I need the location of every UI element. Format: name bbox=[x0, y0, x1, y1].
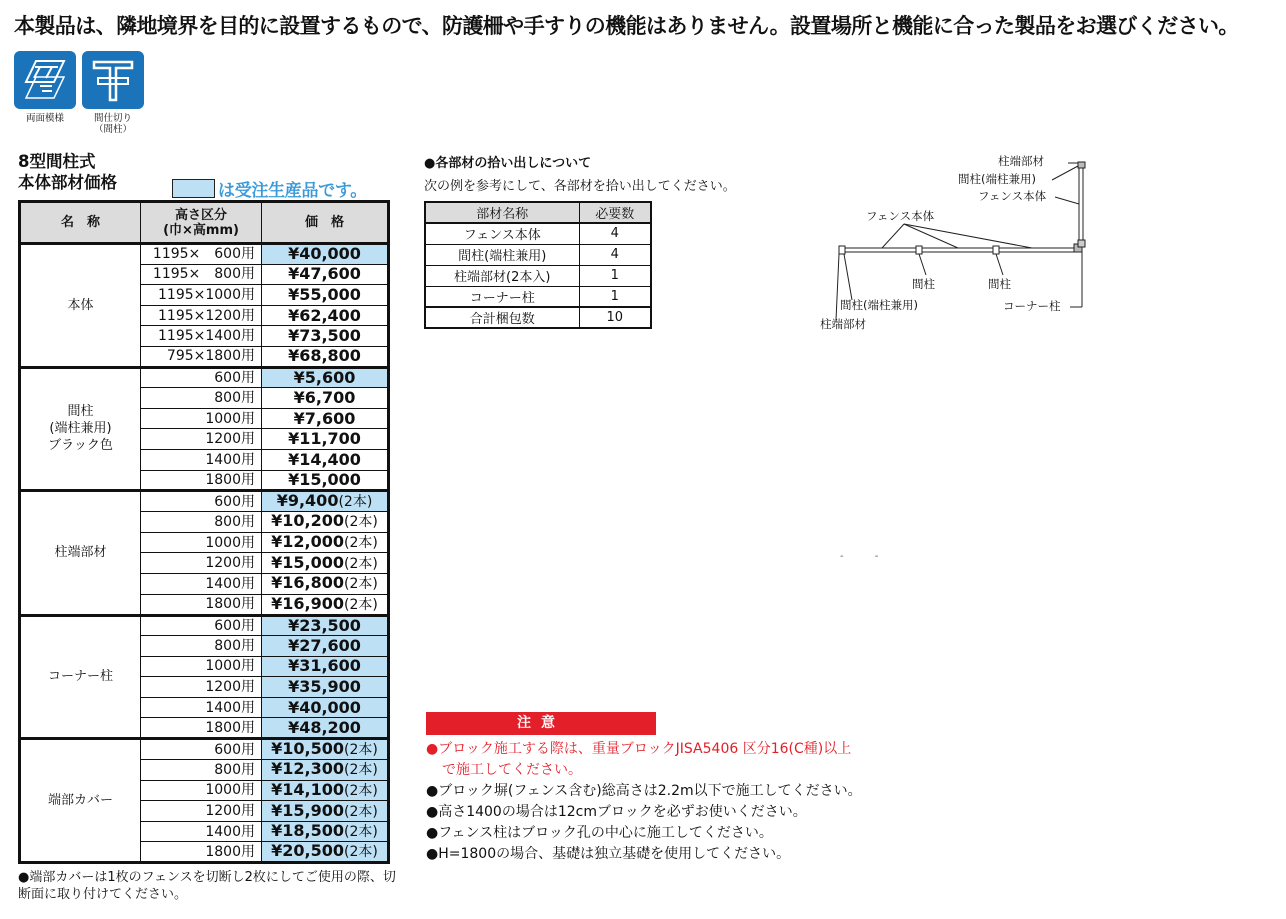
price-value: ¥20,500 bbox=[271, 841, 345, 861]
product-name bbox=[20, 367, 141, 491]
diagram-label-post-2: 間柱 bbox=[988, 277, 1011, 291]
product-name bbox=[20, 244, 141, 368]
price-cell bbox=[262, 677, 389, 698]
feature-both-sides bbox=[14, 51, 76, 135]
header-size-line2: (巾×高mm) bbox=[163, 222, 239, 238]
price-cell bbox=[262, 305, 389, 326]
price-value: ¥55,000 bbox=[288, 284, 361, 304]
size-cell: 1200用 bbox=[141, 429, 262, 450]
feature-label-line1: 間仕切り bbox=[93, 113, 132, 124]
price-value: ¥10,200 bbox=[271, 511, 345, 531]
size-cell: 1800用 bbox=[141, 470, 262, 491]
price-cell bbox=[262, 326, 389, 347]
price-value: ¥15,900 bbox=[271, 800, 345, 820]
caution-header: 注意 bbox=[426, 712, 656, 735]
size-cell: 1000用 bbox=[141, 656, 262, 677]
price-cell bbox=[262, 470, 389, 491]
feature-label: 両面模様 bbox=[25, 113, 64, 124]
diagram-label-top-end-cap: 柱端部材 bbox=[998, 154, 1044, 168]
price-row bbox=[20, 615, 389, 636]
price-cell bbox=[262, 697, 389, 718]
table-note: ●端部カバーは1枚のフェンスを切断し2枚にしてご使用の際、切断面に取り付けてください。 bbox=[18, 870, 396, 902]
price-cell bbox=[262, 594, 389, 615]
price-cell bbox=[262, 656, 389, 677]
size-cell: 1195×1400用 bbox=[141, 326, 262, 347]
price-cell bbox=[262, 636, 389, 657]
price-value: ¥15,000 bbox=[271, 552, 345, 572]
price-value: ¥14,100 bbox=[271, 779, 345, 799]
size-cell: 600用 bbox=[141, 491, 262, 512]
price-quantity: (2本) bbox=[344, 824, 378, 841]
pickup-header-count: 必要数 bbox=[579, 202, 651, 223]
product-name-line: 本体 bbox=[67, 297, 94, 313]
feature-icons bbox=[14, 51, 144, 135]
price-quantity: (2本) bbox=[344, 742, 378, 759]
price-value: ¥27,600 bbox=[288, 635, 361, 655]
product-name bbox=[20, 491, 141, 615]
size-cell: 600用 bbox=[141, 367, 262, 388]
size-cell: 1400用 bbox=[141, 449, 262, 470]
pickup-description: 次の例を参考にして、各部材を拾い出してください。 bbox=[424, 179, 736, 194]
size-cell: 800用 bbox=[141, 760, 262, 781]
price-quantity: (2本) bbox=[344, 803, 378, 820]
price-cell bbox=[262, 512, 389, 533]
caution-item: ●ブロック塀(フェンス含む)総高さは2.2m以下で施工してください。 bbox=[426, 783, 862, 799]
price-cell bbox=[262, 346, 389, 367]
price-row bbox=[20, 244, 389, 265]
pickup-row bbox=[425, 244, 651, 265]
section-title-line2: 本体部材価格 bbox=[18, 173, 117, 192]
price-cell bbox=[262, 449, 389, 470]
price-value: ¥47,600 bbox=[288, 264, 361, 284]
price-value: ¥9,400 bbox=[276, 491, 339, 511]
price-value: ¥12,000 bbox=[271, 532, 345, 552]
diagram-label-left-post: 間柱(端柱兼用) bbox=[840, 298, 918, 312]
size-cell: 1400用 bbox=[141, 697, 262, 718]
feature-label bbox=[94, 113, 132, 135]
pickup-total-part: 合計梱包数 bbox=[425, 307, 579, 328]
pickup-header-part: 部材名称 bbox=[425, 202, 579, 223]
price-value: ¥40,000 bbox=[288, 697, 361, 717]
pickup-part: コーナー柱 bbox=[425, 286, 579, 307]
caution-list bbox=[426, 739, 862, 865]
size-cell: 1200用 bbox=[141, 677, 262, 698]
price-cell bbox=[262, 615, 389, 636]
legend-swatch bbox=[172, 179, 215, 198]
price-value: ¥62,400 bbox=[288, 305, 361, 325]
pickup-row bbox=[425, 286, 651, 307]
price-row bbox=[20, 367, 389, 388]
pickup-part: 間柱(端柱兼用) bbox=[425, 244, 579, 265]
price-cell bbox=[262, 491, 389, 512]
size-cell: 1195×1000用 bbox=[141, 285, 262, 306]
feature-label-line2: （間柱） bbox=[93, 124, 132, 135]
price-quantity: (2本) bbox=[344, 576, 378, 593]
size-cell: 800用 bbox=[141, 388, 262, 409]
price-quantity: (2本) bbox=[338, 494, 373, 511]
headline: 本製品は、隣地境界を目的に設置するもので、防護柵や手すりの機能はありません。設置場所と機能に合った製品をお選びください。 bbox=[14, 14, 1239, 38]
header-price: 価 格 bbox=[262, 202, 389, 244]
price-value: ¥14,400 bbox=[288, 449, 361, 469]
pickup-total-count: 10 bbox=[579, 307, 651, 328]
price-quantity: (2本) bbox=[344, 762, 378, 779]
price-cell bbox=[262, 408, 389, 429]
legend bbox=[172, 176, 367, 201]
size-cell: 1000用 bbox=[141, 408, 262, 429]
size-cell: 1195×1200用 bbox=[141, 305, 262, 326]
price-cell bbox=[262, 264, 389, 285]
caution-item: ●フェンス柱はブロック孔の中心に施工してください。 bbox=[426, 825, 773, 841]
caution-item: ●ブロック施工する際は、重量ブロックJISA5406 区分16(C種)以上 bbox=[426, 741, 852, 757]
price-value: ¥48,200 bbox=[288, 717, 361, 737]
size-cell: 1800用 bbox=[141, 842, 262, 863]
size-cell: 1000用 bbox=[141, 780, 262, 801]
price-cell bbox=[262, 842, 389, 863]
pickup-table bbox=[424, 201, 652, 329]
product-name-line: 端部カバー bbox=[47, 793, 113, 809]
price-value: ¥68,800 bbox=[288, 346, 361, 366]
header-name: 名 称 bbox=[20, 202, 141, 244]
price-value: ¥73,500 bbox=[288, 326, 361, 346]
price-cell bbox=[262, 801, 389, 822]
price-cell bbox=[262, 429, 389, 450]
price-row bbox=[20, 491, 389, 512]
price-value: ¥10,500 bbox=[271, 739, 345, 759]
diagram-label-top-fence: フェンス本体 bbox=[978, 189, 1047, 203]
pickup-header bbox=[425, 202, 651, 223]
product-name-line: ブラック色 bbox=[48, 438, 113, 454]
price-value: ¥11,700 bbox=[288, 429, 361, 449]
size-cell: 1400用 bbox=[141, 821, 262, 842]
price-row bbox=[20, 739, 389, 760]
price-value: ¥35,900 bbox=[288, 677, 361, 697]
section-title-line1: 8型間柱式 bbox=[18, 152, 96, 171]
price-value: ¥18,500 bbox=[271, 821, 345, 841]
product-name bbox=[20, 739, 141, 863]
price-cell bbox=[262, 780, 389, 801]
size-cell: 800用 bbox=[141, 636, 262, 657]
price-cell bbox=[262, 573, 389, 594]
price-table bbox=[18, 200, 390, 864]
price-cell bbox=[262, 718, 389, 739]
price-quantity: (2本) bbox=[344, 514, 378, 531]
pickup-count: 4 bbox=[579, 223, 651, 244]
price-cell bbox=[262, 821, 389, 842]
price-table-body bbox=[20, 244, 389, 863]
product-name bbox=[20, 615, 141, 739]
stray-marks: - - bbox=[840, 551, 893, 562]
pickup-count: 4 bbox=[579, 244, 651, 265]
price-value: ¥5,600 bbox=[293, 367, 356, 387]
price-quantity: (2本) bbox=[344, 844, 378, 861]
price-value: ¥40,000 bbox=[288, 244, 361, 264]
price-cell bbox=[262, 244, 389, 265]
section-title bbox=[18, 151, 117, 193]
product-name-line: コーナー柱 bbox=[47, 669, 113, 685]
size-cell: 1200用 bbox=[141, 553, 262, 574]
price-table-header bbox=[20, 202, 389, 244]
size-cell: 1800用 bbox=[141, 718, 262, 739]
diagram-label-fence: フェンス本体 bbox=[866, 209, 935, 223]
price-value: ¥15,000 bbox=[288, 469, 361, 489]
layout-diagram bbox=[820, 150, 1100, 340]
size-cell: 1400用 bbox=[141, 573, 262, 594]
size-cell: 800用 bbox=[141, 512, 262, 533]
diagram-label-post-1: 間柱 bbox=[912, 277, 935, 291]
price-cell bbox=[262, 553, 389, 574]
price-quantity: (2本) bbox=[344, 596, 378, 613]
pickup-part: フェンス本体 bbox=[425, 223, 579, 244]
feature-partition bbox=[82, 51, 144, 135]
price-value: ¥23,500 bbox=[288, 615, 361, 635]
price-cell bbox=[262, 388, 389, 409]
product-name-line: 柱端部材 bbox=[54, 545, 107, 561]
diagram-label-corner: コーナー柱 bbox=[1003, 299, 1061, 313]
product-name-line: (端柱兼用) bbox=[49, 421, 112, 437]
legend-text: は受注生産品です。 bbox=[218, 181, 367, 201]
price-cell bbox=[262, 285, 389, 306]
caution-item: ●H=1800の場合、基礎は独立基礎を使用してください。 bbox=[426, 846, 791, 862]
price-quantity: (2本) bbox=[344, 535, 378, 552]
price-cell bbox=[262, 532, 389, 553]
size-cell: 1800用 bbox=[141, 594, 262, 615]
caution-item: で施工してください。 bbox=[442, 762, 582, 778]
pickup-row bbox=[425, 223, 651, 244]
size-cell: 1195× 800用 bbox=[141, 264, 262, 285]
diagram-label-left-end-cap: 柱端部材 bbox=[820, 317, 866, 331]
price-value: ¥6,700 bbox=[293, 387, 356, 407]
partition-post-icon bbox=[82, 51, 144, 109]
pickup-row bbox=[425, 265, 651, 286]
price-cell bbox=[262, 367, 389, 388]
pickup-title: ●各部材の拾い出しについて bbox=[424, 156, 592, 171]
diagram-label-top-post: 間柱(端柱兼用) bbox=[958, 172, 1036, 186]
price-value: ¥31,600 bbox=[288, 656, 361, 676]
price-cell bbox=[262, 760, 389, 781]
size-cell: 1200用 bbox=[141, 801, 262, 822]
price-value: ¥16,900 bbox=[271, 593, 345, 613]
header-size bbox=[141, 202, 262, 244]
price-quantity: (2本) bbox=[344, 782, 378, 799]
price-value: ¥16,800 bbox=[271, 573, 345, 593]
price-value: ¥12,300 bbox=[271, 759, 345, 779]
both-sides-pattern-icon bbox=[14, 51, 76, 109]
size-cell: 600用 bbox=[141, 739, 262, 760]
caution-item: ●高さ1400の場合は12cmブロックを必ずお使いください。 bbox=[426, 804, 807, 820]
header-size-line1: 高さ区分 bbox=[174, 207, 227, 223]
pickup-count: 1 bbox=[579, 265, 651, 286]
size-cell: 600用 bbox=[141, 615, 262, 636]
price-value: ¥7,600 bbox=[293, 408, 356, 428]
size-cell: 1195× 600用 bbox=[141, 244, 262, 265]
price-cell bbox=[262, 739, 389, 760]
pickup-part: 柱端部材(2本入) bbox=[425, 265, 579, 286]
pickup-count: 1 bbox=[579, 286, 651, 307]
product-name-line: 間柱 bbox=[67, 404, 94, 420]
price-quantity: (2本) bbox=[344, 555, 378, 572]
size-cell: 795×1800用 bbox=[141, 346, 262, 367]
size-cell: 1000用 bbox=[141, 532, 262, 553]
pickup-total-row bbox=[425, 307, 651, 328]
